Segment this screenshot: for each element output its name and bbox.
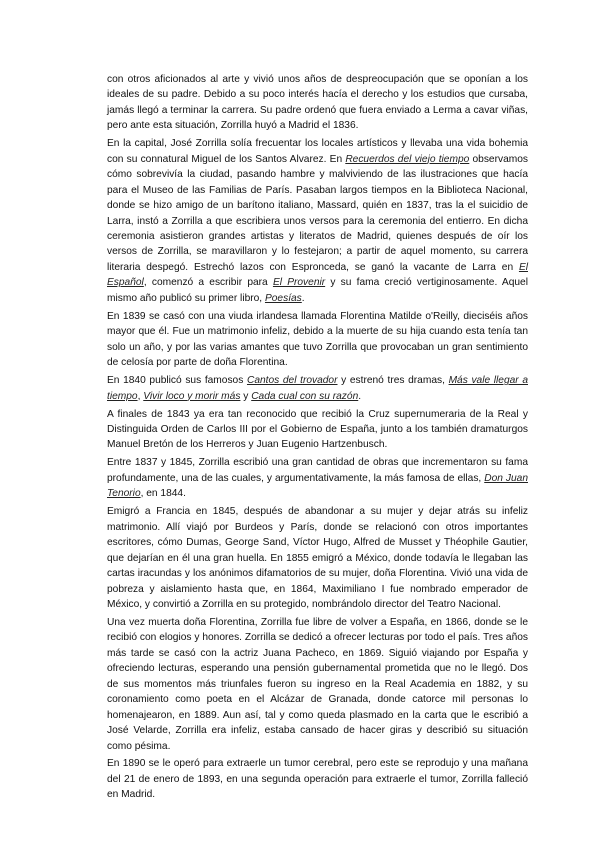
work-title-link[interactable]: Vivir loco y morir más bbox=[143, 390, 241, 402]
paragraph-text: , bbox=[137, 390, 144, 402]
work-title-link[interactable]: El Español bbox=[107, 261, 528, 289]
work-title-link[interactable]: Recuerdos del viejo tiempo bbox=[345, 153, 470, 165]
paragraph-text: En la capital, José Zorrilla solía frecuentar los locales artísticos y llevaba una vida bohemia con su connatural Miguel de los Santos Alvarez. En bbox=[107, 138, 528, 165]
paragraph-4 bbox=[107, 373, 528, 404]
paragraph-text: En 1890 se le operó para extraerle un tumor cerebral, pero este se reprodujo y una mañana del 21 de enero de 1893, en una segunda operación para extraerle el tumor, Zorrilla falleció en Madrid. bbox=[107, 758, 528, 801]
paragraph-text: En 1839 se casó con una viuda irlandesa llamada Florentina Matilde o'Reilly, dieciséis años mayor que él. Fue un matrimonio infeliz, debido a la muerte de su hija cuando esta tenía tan solo un año, y por las varias amantes que tuvo Zorrilla que provocaban un gran sentimiento de celosía por parte de doña Florentina. bbox=[107, 310, 528, 369]
paragraph-text: En 1840 publicó sus famosos bbox=[107, 375, 247, 387]
paragraph-text: y estrenó tres dramas, bbox=[337, 375, 449, 387]
document-body bbox=[107, 72, 528, 805]
paragraph-text: . bbox=[358, 390, 362, 402]
paragraph-text: con otros aficionados al arte y vivió unos años de despreocupación que se oponían a los ideales de su padre. Debido a su poco interés hacía el derecho y los estudios que cursaba, jamás llegó a terminar la carrera. Su padre ordenó que fuera enviado a Lerma a cavar viñas, pero ante esta situación, Zorrilla huyó a Madrid el 1836. bbox=[107, 74, 528, 132]
work-title-link[interactable]: El Provenir bbox=[272, 277, 326, 289]
work-title-link[interactable]: Cantos del trovador bbox=[246, 375, 338, 387]
paragraph-1 bbox=[107, 72, 528, 134]
work-title-link[interactable]: Más vale llegar a tiempo bbox=[107, 375, 528, 402]
paragraph-text: Entre 1837 y 1845, Zorrilla escribió una gran cantidad de obras que incrementaron su fama profundamente, una de las cuales, y argumentativamente, la más famosa de ellas, bbox=[107, 457, 528, 484]
paragraph-text: . bbox=[301, 292, 305, 304]
work-title-link[interactable]: Don Juan Tenorio bbox=[107, 472, 528, 500]
work-title-link[interactable]: Cada cual con su razón bbox=[251, 390, 359, 402]
paragraph-text: y su fama creció vertiginosamente. Aquel mismo año publicó su primer libro, bbox=[107, 277, 528, 304]
paragraph-text: A finales de 1843 ya era tan reconocido que recibió la Cruz supernumeraria de la Real y Distinguida Orden de Carlos III por el Gobierno de España, junto a los también dramaturgos Manuel Bretón de los Herreros y Juan Eugenio Hartzenbusch. bbox=[107, 408, 528, 451]
paragraph-text: y bbox=[240, 390, 252, 402]
paragraph-text: observamos cómo sobrevivía la ciudad, pasando hambre y malviviendo de las ilustraciones que hacía para el Museo de las Familias de París. Pasaban largos tiempos en la Biblioteca Nacional, donde se hizo amigo de un barítono italiano, Massard, quién en 1837, tras la el suicidio de Larra, instó a Zorrilla a que escribiera unos versos para la ceremonia del entierro. En dicha ceremonia asistieron grandes artistas y literatos de Madrid, quienes después de oír los versos de Zorrilla, se maravillaron y lo festejaron; a partir de aquel momento, su carrera literaria despegó. Estrechó lazos con Espronceda, se ganó la vacante de Larra en bbox=[107, 153, 528, 273]
paragraph-3 bbox=[107, 309, 528, 371]
paragraph-text: , comenzó a escribir para bbox=[143, 277, 273, 289]
paragraph-9 bbox=[107, 756, 528, 802]
work-title-link[interactable]: Poesías bbox=[264, 292, 302, 304]
paragraph-6 bbox=[107, 455, 528, 501]
paragraph-5 bbox=[107, 407, 528, 453]
paragraph-8 bbox=[107, 615, 528, 754]
paragraph-text: Una vez muerta doña Florentina, Zorrilla fue libre de volver a España, en 1866, donde se le recibió con elogios y honores. Zorrilla se dedicó a ofrecer lecturas por todo el país. Tres años más tarde se casó con la actriz Juana Pacheco, en 1869. Siguió viajando por España y ofreciendo lecturas, esperando una pensión gubernamental prometida que no le llegó. Dos de sus momentos más triunfales fueron su ingreso en la Real Academia en 1882, y su coronamiento como poeta en el Alcázar de Granada, donde catorce mil personas lo homenajearon, en 1889. Aun así, tal y como queda plasmado en la carta que le escribió a José Velarde, Zorrilla era infeliz, estaba cansado de hacer giras y describió su situación como pésima. bbox=[107, 616, 528, 752]
paragraph-text: , en 1844. bbox=[140, 488, 186, 500]
paragraph-2 bbox=[107, 136, 528, 306]
paragraph-text: Emigró a Francia en 1845, después de abandonar a su mujer y dejar atrás su infeliz matrimonio. Allí viajó por Burdeos y París, donde se relacionó con otros importantes escritores, cómo Dumas, George Sand, Víctor Hugo, Alfred de Musset y Théophile Gautier, que dejarían en él una gran huella. En 1855 emigró a México, donde todavía le llegaban las cartas iracundas y los anónimos difamatorios de su mujer, doña Florentina. Vivió una vida de pobreza y aislamiento hasta que, en 1864, Maximiliano I fue nombrado emperador de México, y convirtió a Zorrilla en su protegido, nombrándolo director del Teatro Nacional. bbox=[107, 506, 528, 610]
paragraph-7 bbox=[107, 504, 528, 612]
